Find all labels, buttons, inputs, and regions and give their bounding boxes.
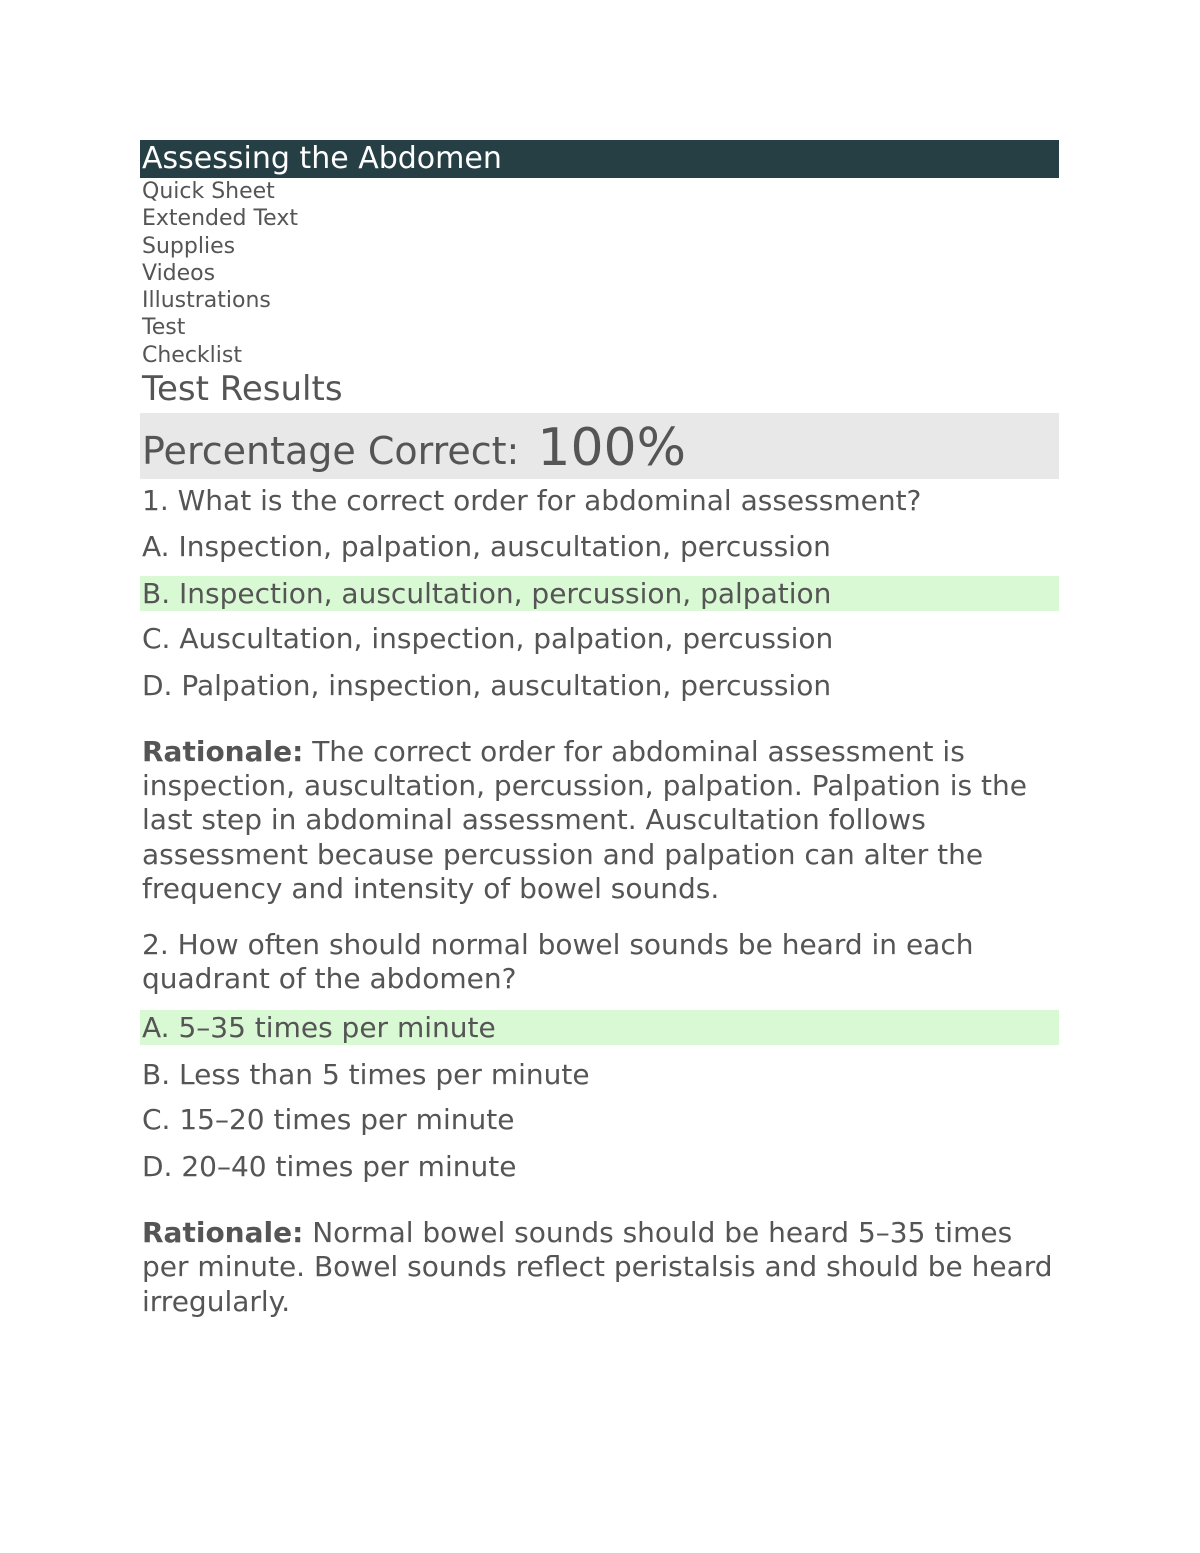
question-1-option-b[interactable]: B. Inspection, auscultation, percussion, palpation bbox=[140, 576, 1059, 611]
nav-item-quick-sheet[interactable]: Quick Sheet bbox=[142, 179, 275, 204]
percentage-label: Percentage Correct: bbox=[142, 429, 520, 474]
question-2-option-a[interactable]: A. 5–35 times per minute bbox=[140, 1010, 1059, 1045]
nav-item-test[interactable]: Test bbox=[142, 315, 186, 341]
nav-item-extended-text[interactable]: Extended Text bbox=[142, 206, 298, 232]
section-nav bbox=[140, 178, 1059, 369]
question-2-rationale bbox=[140, 1216, 1059, 1319]
question-1-text: 1. What is the correct order for abdominal assessment? bbox=[142, 484, 922, 518]
question-1-rationale bbox=[140, 735, 1059, 906]
results-heading: Test Results bbox=[142, 369, 343, 410]
nav-item-supplies[interactable]: Supplies bbox=[142, 233, 236, 259]
nav-item-videos[interactable]: Videos bbox=[142, 260, 216, 286]
question-2-option-c[interactable]: C. 15–20 times per minute bbox=[142, 1103, 515, 1137]
question-1-option-d[interactable]: D. Palpation, inspection, auscultation, percussion bbox=[142, 669, 832, 703]
percentage-value: 100% bbox=[537, 418, 687, 479]
rationale-text: Normal bowel sounds should be heard 5–35 times per minute. Bowel sounds reflect peristalsis and should be heard irregularly. bbox=[142, 1216, 1053, 1318]
rationale-text: The correct order for abdominal assessment is inspection, auscultation, percussion, palpation. Palpation is the last step in abdominal assessment. Auscultation follows assessment because percussion and palpation can alter the frequency and intensity of bowel sounds. bbox=[142, 735, 1027, 905]
nav-item-checklist[interactable]: Checklist bbox=[142, 342, 242, 368]
question-2-option-b[interactable]: B. Less than 5 times per minute bbox=[142, 1058, 590, 1092]
document-page bbox=[140, 140, 1059, 1319]
question-1-option-c[interactable]: C. Auscultation, inspection, palpation, percussion bbox=[142, 622, 834, 656]
question-1-option-a[interactable]: A. Inspection, palpation, auscultation, percussion bbox=[142, 530, 831, 564]
question-2-text: 2. How often should normal bowel sounds be heard in each quadrant of the abdomen? bbox=[142, 928, 974, 996]
percentage-box bbox=[140, 413, 1059, 479]
question-2-option-d[interactable]: D. 20–40 times per minute bbox=[142, 1150, 517, 1184]
rationale-label: Rationale: bbox=[142, 735, 304, 769]
nav-item-illustrations[interactable]: Illustrations bbox=[142, 288, 271, 314]
page-title: Assessing the Abdomen bbox=[140, 140, 1059, 178]
rationale-label: Rationale: bbox=[142, 1216, 304, 1250]
